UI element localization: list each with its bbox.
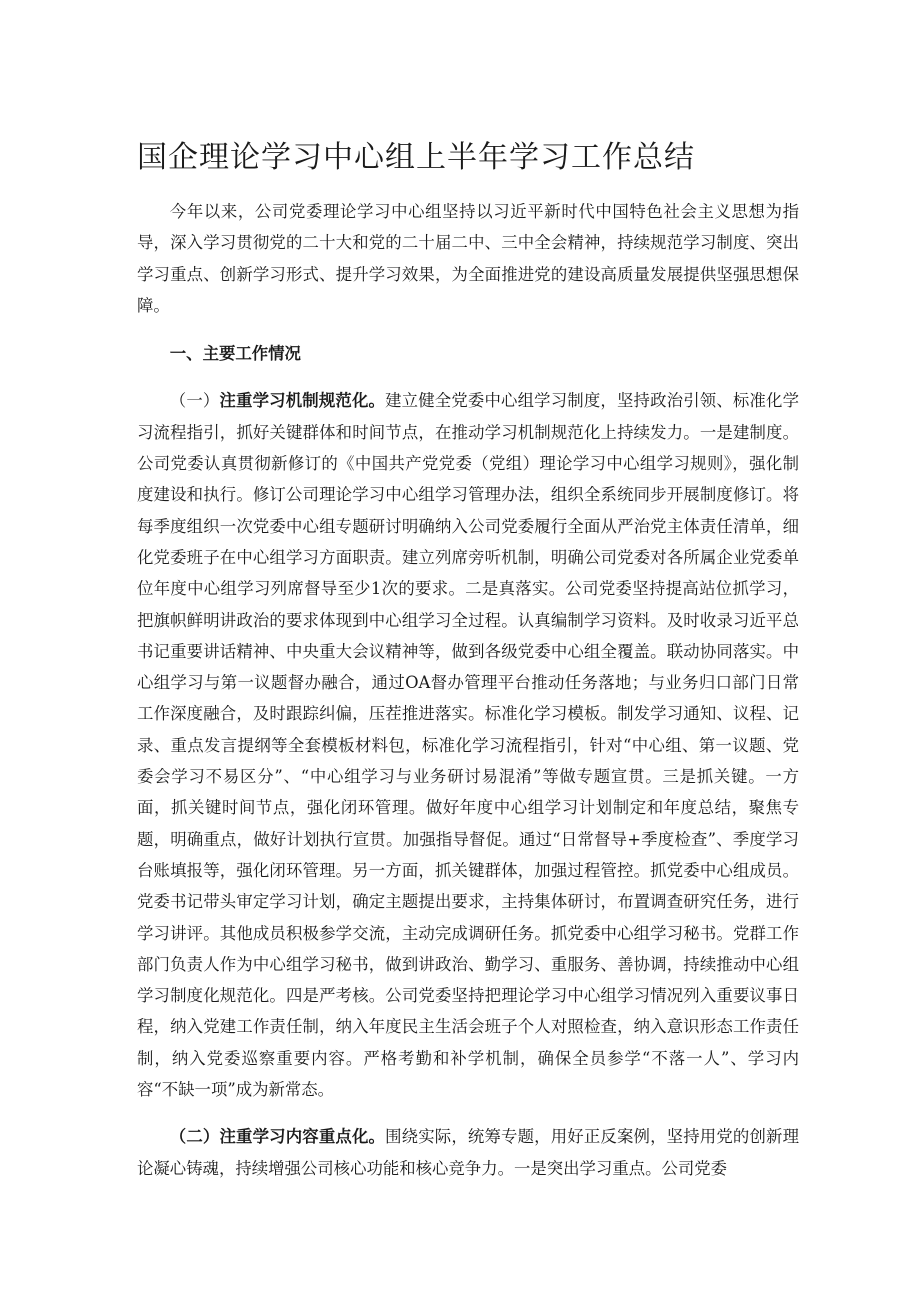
section-2-number: （二） <box>169 1127 220 1147</box>
section-1-number: （一） <box>169 391 220 411</box>
section-2-text: 围绕实际，统筹专题，用好正反案例，坚持用党的创新理论凝心铸魂，持续增强公司核心功能和核心竞争力。一是突出学习重点。公司党委 <box>137 1127 799 1178</box>
section-2-title: 注重学习内容重点化。 <box>219 1127 386 1147</box>
section-1-title: 注重学习机制规范化。 <box>219 391 386 411</box>
section-heading: 一、主要工作情况 <box>169 344 301 364</box>
document-title: 国企理论学习中心组上半年学习工作总结 <box>137 140 695 175</box>
section-1-text: 建立健全党委中心组学习制度，坚持政治引领、标准化学习流程指引，抓好关键群体和时间节点，在推动学习机制规范化上持续发力。一是建制度。公司党委认真贯彻新修订的《中国共产党党委（党组）理论学习中心组学习规则》，强化制度建设和执行。修订公司理论学习中心组学习管理办法，组织全系统同步开展制度修订。将每季度组织一次党委中心组专题研讨明确纳入公司党委履行全面从严治党主体责任清单，细化党委班子在中心组学习方面职责。建立列席旁听机制，明确公司党委对各所属企业党委单位年度中心组学习列席督导至少1次的要求。二是真落实。公司党委坚持提高站位抓学习，把旗帜鲜明讲政治的要求体现到中心组学习全过程。认真编制学习资料。及时收录习近平总书记重要讲话精神、中央重大会议精神等，做到各级党委中心组全覆盖。联动协同落实。中心组学习与第一议题督办融合，通过OA督办管理平台推动任务落地；与业务归口部门日常工作深度融合，及时跟踪纠偏，压茬推进落实。标准化学习模板。制发学习通知、议程、记录、重点发言提纲等全套模板材料包，标准化学习流程指引，针对“中心组、第一议题、党委会学习不易区分”、“中心组学习与业务研讨易混淆”等做专题宣贯。三是抓关键。一方面，抓关键时间节点，强化闭环管理。做好年度中心组学习计划制定和年度总结，聚焦专题，明确重点，做好计划执行宣贯。加强指导督促。通过“日常督导+季度检查”、季度学习台账填报等，强化闭环管理。另一方面，抓关键群体，加强过程管控。抓党委中心组成员。党委书记带头审定学习计划，确定主题提出要求，主持集体研讨，布置调查研究任务，进行学习讲评。其他成员积极参学交流，主动完成调研任务。抓党委中心组学习秘书。党群工作部门负责人作为中心组学习秘书，做到讲政治、勤学习、重服务、善协调，持续推动中心组学习制度化规范化。四是严考核。公司党委坚持把理论学习中心组学习情况列入重要议事日程，纳入党建工作责任制，纳入年度民主生活会班子个人对照检查，纳入意识形态工作责任制，纳入党委巡察重要内容。严格考勤和补学机制，确保全员参学“不落一人”、学习内容“不缺一项”成为新常态。 <box>137 391 799 1100</box>
section-1-paragraph <box>137 385 799 1105</box>
intro-paragraph: 今年以来，公司党委理论学习中心组坚持以习近平新时代中国特色社会主义思想为指导，深入学习贯彻党的二十大和党的二十届二中、三中全会精神，持续规范学习制度、突出学习重点、创新学习形式、提升学习效果，为全面推进党的建设高质量发展提供坚强思想保障。 <box>137 202 799 315</box>
document-body <box>137 196 799 1184</box>
section-2-paragraph <box>137 1121 799 1184</box>
